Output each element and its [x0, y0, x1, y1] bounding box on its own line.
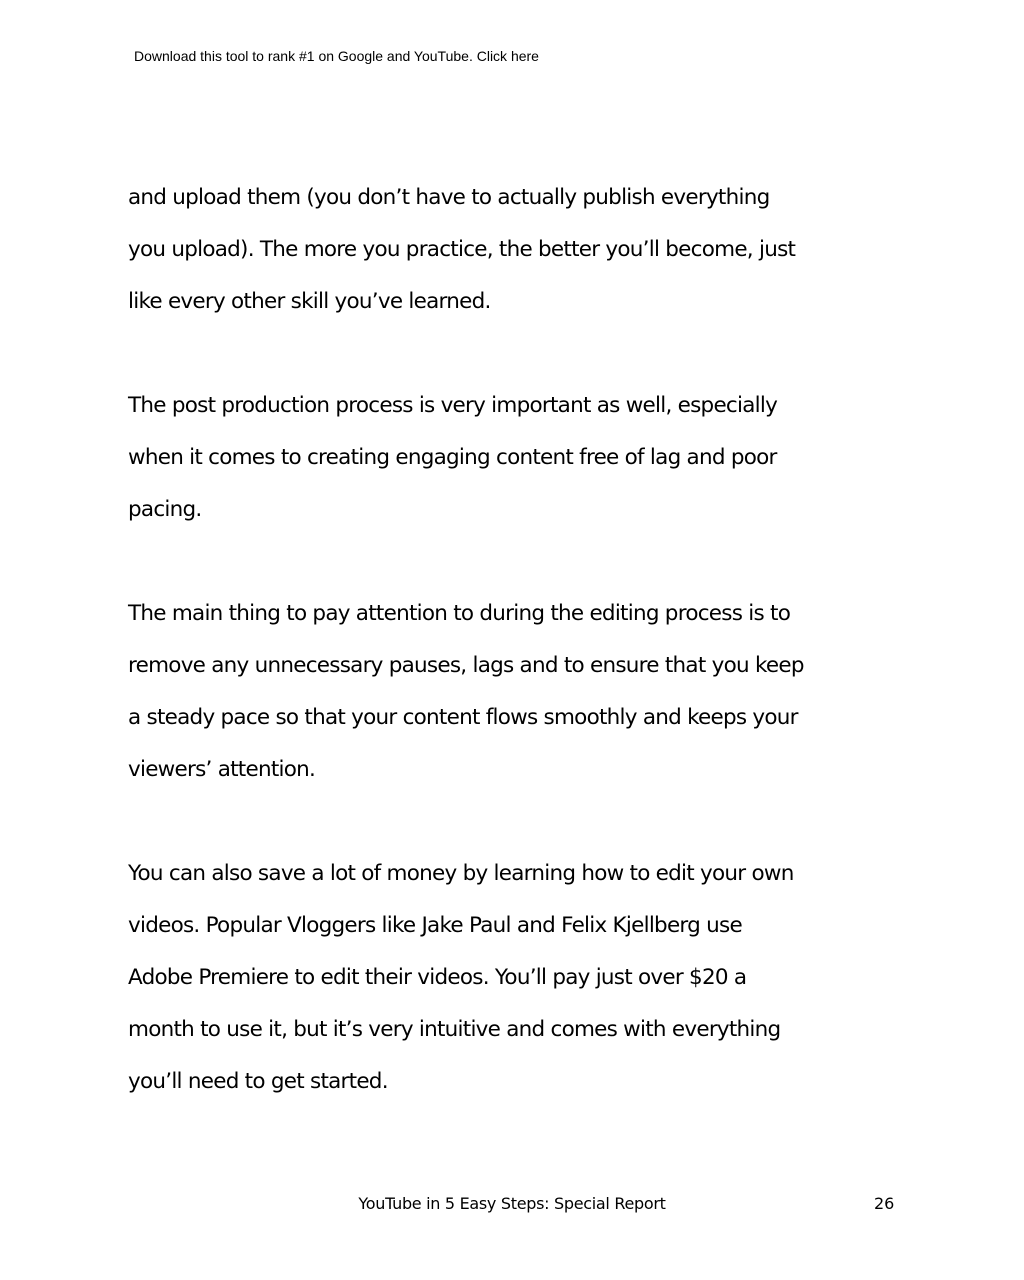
paragraph: and upload them (you don’t have to actually publish everything you upload). The more you practice, the better you’ll become, just like every other skill you’ve learned. — [128, 185, 796, 314]
download-tool-link[interactable]: Download this tool to rank #1 on Google and YouTube. Click here — [134, 48, 539, 64]
page-number: 26 — [874, 1194, 895, 1213]
footer-title: YouTube in 5 Easy Steps: Special Report — [358, 1194, 666, 1213]
document-body — [128, 172, 908, 1108]
paragraph: The main thing to pay attention to during the editing process is to remove any unnecessary pauses, lags and to ensure that you keep a steady pace so that your content flows smoothly and keeps your viewers’ attention. — [128, 601, 804, 782]
paragraph: You can also save a lot of money by learning how to edit your own videos. Popular Vloggers like Jake Paul and Felix Kjellberg use Adobe Premiere to edit their videos. You’ll pay just over $20 a month to use it, but it’s very intuitive and comes with everything you’ll need to get started. — [128, 861, 794, 1094]
paragraph: The post production process is very important as well, especially when it comes to creating engaging content free of lag and poor pacing. — [128, 393, 778, 522]
